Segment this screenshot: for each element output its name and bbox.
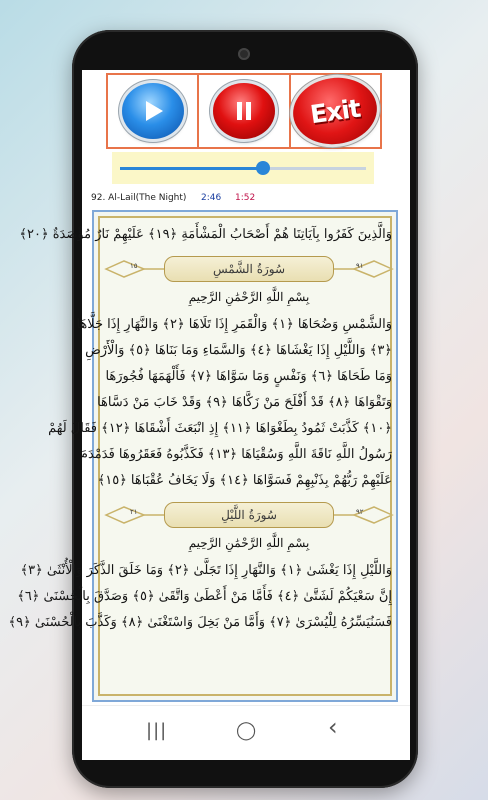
verse-line: وَمَا طَحَاهَا ﴿٦﴾ وَنَفْسٍ وَمَا سَوَّاهَا ﴿٧﴾ فَأَلْهَمَهَا فُجُورَهَا [105,369,392,384]
verse-line: رَسُولُ اللَّهِ نَاقَةَ اللَّهِ وَسُقْيَاهَا ﴿١٣﴾ فَكَذَّبُوهُ فَعَقَرُوهَا فَدَمْدَمَ [79,447,392,462]
surah-number-badge: ٩٢ [356,508,364,516]
seek-fill [120,167,263,170]
front-camera [238,48,250,60]
pause-control[interactable] [199,75,290,147]
back-icon[interactable]: ‹ [328,713,338,741]
verse-count-badge: ٢١ [130,508,138,516]
total-time: 1:52 [235,193,256,203]
verse-line: وَتَقْوَاهَا ﴿٨﴾ قَدْ أَفْلَحَ مَنْ زَكَّاهَا ﴿٩﴾ وَقَدْ خَابَ مَنْ دَسَّاهَا [97,395,392,410]
verse-line: ﴿٣﴾ وَاللَّيْلِ إِذَا يَغْشَاهَا ﴿٤﴾ وَالسَّمَاءِ وَمَا بَنَاهَا ﴿٥﴾ وَالْأَرْضِ [85,343,392,358]
surah-header [104,500,394,530]
exit-label: Exit [308,93,362,129]
exit-button[interactable] [289,72,381,149]
verse-count-badge: ١٥ [130,262,138,270]
track-title: 92. Al-Lail(The Night) [91,193,187,203]
quran-page [8,210,398,702]
verse-line: فَسَنُيَسِّرُهُ لِلْيُسْرَىٰ ﴿٧﴾ وَأَمَّا مَنْ بَخِلَ وَاسْتَغْنَىٰ ﴿٨﴾ وَكَذَّبَ بِالْحُسْنَىٰ ﴿٩﴾ [8,615,392,630]
verse-line: وَاللَّيْلِ إِذَا يَغْشَىٰ ﴿١﴾ وَالنَّهَارِ إِذَا تَجَلَّىٰ ﴿٢﴾ وَمَا خَلَقَ الذَّكَرَ وَالْأُنْثَىٰ ﴿٣﴾ [20,563,392,578]
verse-line: وَالَّذِينَ كَفَرُوا بِآيَاتِنَا هُمْ أَصْحَابُ الْمَشْأَمَةِ ﴿١٩﴾ عَلَيْهِمْ نَارٌ مُؤْصَدَةٌ ﴿٢٠﴾ [19,227,392,242]
surah-number-badge: ٩١ [356,262,364,270]
verse-line: إِنَّ سَعْيَكُمْ لَشَتَّىٰ ﴿٤﴾ فَأَمَّا مَنْ أَعْطَىٰ وَاتَّقَىٰ ﴿٥﴾ وَصَدَّقَ بِالْحُسْنَىٰ ﴿٦﴾ [17,589,392,604]
surah-title: سُورَةُ اللَّيْلِ [221,508,277,522]
system-nav-bar [82,705,410,757]
pause-button[interactable] [213,83,275,139]
verse-line: ﴿١٠﴾ كَذَّبَتْ ثَمُودُ بِطَغْوَاهَا ﴿١١﴾ إِذِ انْبَعَثَ أَشْقَاهَا ﴿١٢﴾ فَقَالَ لَهُمْ [48,421,392,436]
track-info [91,193,411,207]
basmala: بِسْمِ اللَّهِ الرَّحْمَٰنِ الرَّحِيمِ [188,536,310,550]
seek-track[interactable] [120,167,366,170]
surah-title-box [164,502,334,528]
basmala: بِسْمِ اللَّهِ الرَّحْمَٰنِ الرَّحِيمِ [188,290,310,304]
surah-title-box [164,256,334,282]
play-button[interactable] [122,83,184,139]
quran-page-frame [8,216,392,696]
surah-header [104,254,394,284]
pause-icon [232,99,256,123]
player-controls [106,73,382,149]
home-icon[interactable]: ◯ [236,720,257,741]
recents-icon[interactable]: ||| [146,720,168,741]
play-control[interactable] [108,75,199,147]
play-icon [140,98,166,124]
surah-title: سُورَةُ الشَّمْسِ [212,262,286,276]
seek-bar[interactable] [112,152,374,184]
verse-line: عَلَيْهِمْ رَبُّهُمْ بِذَنْبِهِمْ فَسَوَّاهَا ﴿١٤﴾ وَلَا يَخَافُ عُقْبَاهَا ﴿١٥﴾ [97,473,392,488]
app-screen [8,70,410,760]
verse-line: وَالشَّمْسِ وَضُحَاهَا ﴿١﴾ وَالْقَمَرِ إِذَا تَلَاهَا ﴿٢﴾ وَالنَّهَارِ إِذَا جَلَّاهَا [76,317,392,332]
seek-thumb[interactable] [256,161,270,175]
exit-control[interactable] [291,75,380,147]
elapsed-time: 2:46 [201,193,222,203]
